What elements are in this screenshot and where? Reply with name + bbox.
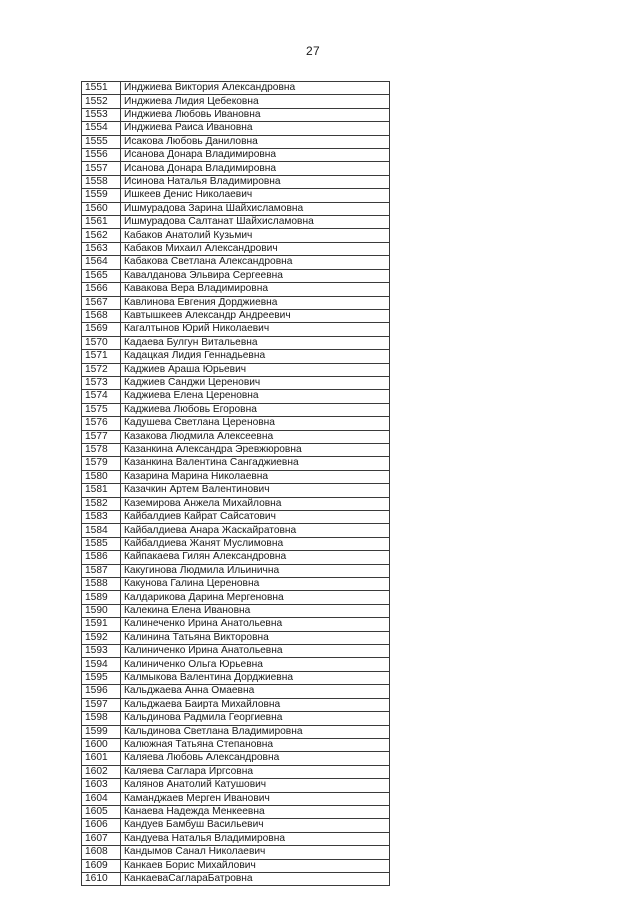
row-number-cell: 1573 — [82, 376, 121, 389]
row-number-cell: 1604 — [82, 792, 121, 805]
table-row — [82, 591, 390, 604]
person-name-cell: Какугинова Людмила Ильинична — [121, 564, 390, 577]
person-name-cell: Кальдинова Светлана Владимировна — [121, 725, 390, 738]
table-row — [82, 671, 390, 684]
person-name-cell: Инджиева Раиса Ивановна — [121, 122, 390, 135]
row-number-cell: 1563 — [82, 242, 121, 255]
table-row — [82, 175, 390, 188]
table-row — [82, 122, 390, 135]
person-name-cell: Исанова Донара Владимировна — [121, 149, 390, 162]
person-name-cell: Кайбалдиев Кайрат Сайсатович — [121, 511, 390, 524]
person-name-cell: Кайбалдиева Анара Жаскайратовна — [121, 524, 390, 537]
table-row — [82, 95, 390, 108]
row-number-cell: 1569 — [82, 323, 121, 336]
row-number-cell: 1594 — [82, 658, 121, 671]
row-number-cell: 1599 — [82, 725, 121, 738]
person-name-cell: Казакова Людмила Алексеевна — [121, 430, 390, 443]
person-name-cell: Калиниченко Ирина Анатольевна — [121, 645, 390, 658]
table-row — [82, 470, 390, 483]
row-number-cell: 1580 — [82, 470, 121, 483]
row-number-cell: 1551 — [82, 82, 121, 95]
table-row — [82, 162, 390, 175]
row-number-cell: 1568 — [82, 309, 121, 322]
person-name-cell: Калекина Елена Ивановна — [121, 604, 390, 617]
row-number-cell: 1590 — [82, 604, 121, 617]
table-row — [82, 631, 390, 644]
row-number-cell: 1603 — [82, 779, 121, 792]
person-name-cell: Казачкин Артем Валентинович — [121, 484, 390, 497]
row-number-cell: 1571 — [82, 350, 121, 363]
table-row — [82, 457, 390, 470]
table-row — [82, 872, 390, 885]
person-name-cell: Кавтышкеев Александр Андреевич — [121, 309, 390, 322]
row-number-cell: 1589 — [82, 591, 121, 604]
row-number-cell: 1597 — [82, 698, 121, 711]
table-row — [82, 685, 390, 698]
row-number-cell: 1572 — [82, 363, 121, 376]
table-row — [82, 846, 390, 859]
table-row — [82, 511, 390, 524]
table-row — [82, 698, 390, 711]
row-number-cell: 1587 — [82, 564, 121, 577]
table-row — [82, 765, 390, 778]
person-name-cell: Кальджаева Анна Омаевна — [121, 685, 390, 698]
row-number-cell: 1609 — [82, 859, 121, 872]
table-row — [82, 309, 390, 322]
table-row — [82, 578, 390, 591]
person-name-cell: Калмыкова Валентина Дорджиевна — [121, 671, 390, 684]
person-name-cell: Кагалтынов Юрий Николаевич — [121, 323, 390, 336]
table-row — [82, 712, 390, 725]
person-name-cell: Каземирова Анжела Михайловна — [121, 497, 390, 510]
row-number-cell: 1570 — [82, 336, 121, 349]
table-row — [82, 497, 390, 510]
person-name-cell: Калдарикова Дарина Мергеновна — [121, 591, 390, 604]
row-number-cell: 1596 — [82, 685, 121, 698]
table-row — [82, 645, 390, 658]
person-name-cell: Канкаев Борис Михайлович — [121, 859, 390, 872]
table-row — [82, 149, 390, 162]
table-row — [82, 135, 390, 148]
table-row — [82, 832, 390, 845]
page-number: 27 — [306, 44, 320, 58]
row-number-cell: 1554 — [82, 122, 121, 135]
table-row — [82, 390, 390, 403]
row-number-cell: 1574 — [82, 390, 121, 403]
table-row — [82, 229, 390, 242]
row-number-cell: 1556 — [82, 149, 121, 162]
person-name-cell: Каманджаев Мерген Иванович — [121, 792, 390, 805]
registry-table-body — [82, 82, 390, 886]
person-name-cell: Каджиева Любовь Егоровна — [121, 403, 390, 416]
table-row — [82, 859, 390, 872]
table-row — [82, 82, 390, 95]
person-name-cell: Кабаков Анатолий Кузьмич — [121, 229, 390, 242]
row-number-cell: 1601 — [82, 752, 121, 765]
row-number-cell: 1555 — [82, 135, 121, 148]
row-number-cell: 1605 — [82, 805, 121, 818]
table-row — [82, 216, 390, 229]
table-row — [82, 484, 390, 497]
person-name-cell: Кадацкая Лидия Геннадьевна — [121, 350, 390, 363]
table-row — [82, 537, 390, 550]
row-number-cell: 1567 — [82, 296, 121, 309]
row-number-cell: 1577 — [82, 430, 121, 443]
table-row — [82, 430, 390, 443]
table-row — [82, 443, 390, 456]
person-name-cell: Калинеченко Ирина Анатольевна — [121, 618, 390, 631]
row-number-cell: 1576 — [82, 417, 121, 430]
person-name-cell: Кадушева Светлана Цереновна — [121, 417, 390, 430]
table-row — [82, 202, 390, 215]
table-row — [82, 819, 390, 832]
row-number-cell: 1564 — [82, 256, 121, 269]
table-row — [82, 738, 390, 751]
person-name-cell: Кандуев Бамбуш Васильевич — [121, 819, 390, 832]
person-name-cell: Инджиева Лидия Цебековна — [121, 95, 390, 108]
person-name-cell: Казанкина Александра Эревжюровна — [121, 443, 390, 456]
person-name-cell: Кавлинова Евгения Дорджиевна — [121, 296, 390, 309]
person-name-cell: Калиниченко Ольга Юрьевна — [121, 658, 390, 671]
row-number-cell: 1559 — [82, 189, 121, 202]
person-name-cell: Кандымов Санал Николаевич — [121, 846, 390, 859]
row-number-cell: 1562 — [82, 229, 121, 242]
table-row — [82, 564, 390, 577]
row-number-cell: 1584 — [82, 524, 121, 537]
row-number-cell: 1566 — [82, 283, 121, 296]
registry-table — [81, 81, 390, 886]
table-row — [82, 363, 390, 376]
row-number-cell: 1583 — [82, 511, 121, 524]
person-name-cell: Калюжная Татьяна Степановна — [121, 738, 390, 751]
row-number-cell: 1553 — [82, 108, 121, 121]
table-row — [82, 417, 390, 430]
table-row — [82, 376, 390, 389]
table-row — [82, 296, 390, 309]
person-name-cell: Кабакова Светлана Александровна — [121, 256, 390, 269]
table-row — [82, 779, 390, 792]
table-row — [82, 604, 390, 617]
row-number-cell: 1579 — [82, 457, 121, 470]
person-name-cell: Инджиева Виктория Александровна — [121, 82, 390, 95]
table-row — [82, 283, 390, 296]
table-row — [82, 350, 390, 363]
row-number-cell: 1593 — [82, 645, 121, 658]
table-row — [82, 725, 390, 738]
row-number-cell: 1575 — [82, 403, 121, 416]
row-number-cell: 1552 — [82, 95, 121, 108]
person-name-cell: Исанова Донара Владимировна — [121, 162, 390, 175]
row-number-cell: 1581 — [82, 484, 121, 497]
row-number-cell: 1560 — [82, 202, 121, 215]
row-number-cell: 1610 — [82, 872, 121, 885]
table-row — [82, 242, 390, 255]
row-number-cell: 1561 — [82, 216, 121, 229]
row-number-cell: 1582 — [82, 497, 121, 510]
table-row — [82, 618, 390, 631]
table-row — [82, 658, 390, 671]
row-number-cell: 1607 — [82, 832, 121, 845]
person-name-cell: Инджиева Любовь Ивановна — [121, 108, 390, 121]
person-name-cell: Казанкина Валентина Сангаджиевна — [121, 457, 390, 470]
person-name-cell: Кадаева Булгун Витальевна — [121, 336, 390, 349]
person-name-cell: Каляева Саглара Иргсовна — [121, 765, 390, 778]
table-row — [82, 189, 390, 202]
person-name-cell: Кандуева Наталья Владимировна — [121, 832, 390, 845]
table-row — [82, 792, 390, 805]
person-name-cell: Каляева Любовь Александровна — [121, 752, 390, 765]
person-name-cell: Ишмурадова Салтанат Шайхисламовна — [121, 216, 390, 229]
person-name-cell: Исакова Любовь Даниловна — [121, 135, 390, 148]
person-name-cell: Калинина Татьяна Викторовна — [121, 631, 390, 644]
table-row — [82, 403, 390, 416]
person-name-cell: Кальдинова Радмила Георгиевна — [121, 712, 390, 725]
row-number-cell: 1585 — [82, 537, 121, 550]
row-number-cell: 1592 — [82, 631, 121, 644]
person-name-cell: Казарина Марина Николаевна — [121, 470, 390, 483]
person-name-cell: Кавалданова Эльвира Сергеевна — [121, 269, 390, 282]
row-number-cell: 1586 — [82, 551, 121, 564]
table-row — [82, 336, 390, 349]
table-row — [82, 108, 390, 121]
table-row — [82, 524, 390, 537]
person-name-cell: Ишкеев Денис Николаевич — [121, 189, 390, 202]
row-number-cell: 1591 — [82, 618, 121, 631]
person-name-cell: Канаева Надежда Менкеевна — [121, 805, 390, 818]
row-number-cell: 1578 — [82, 443, 121, 456]
person-name-cell: КанкаеваСаглараБатровна — [121, 872, 390, 885]
person-name-cell: Кайбалдиева Жанят Муслимовна — [121, 537, 390, 550]
person-name-cell: Исинова Наталья Владимировна — [121, 175, 390, 188]
person-name-cell: Калянов Анатолий Катушович — [121, 779, 390, 792]
table-row — [82, 551, 390, 564]
person-name-cell: Кальджаева Баирта Михайловна — [121, 698, 390, 711]
row-number-cell: 1557 — [82, 162, 121, 175]
row-number-cell: 1598 — [82, 712, 121, 725]
row-number-cell: 1558 — [82, 175, 121, 188]
person-name-cell: Каджиев Араша Юрьевич — [121, 363, 390, 376]
row-number-cell: 1600 — [82, 738, 121, 751]
person-name-cell: Каджиев Санджи Церенович — [121, 376, 390, 389]
table-row — [82, 269, 390, 282]
row-number-cell: 1608 — [82, 846, 121, 859]
person-name-cell: Ишмурадова Зарина Шайхисламовна — [121, 202, 390, 215]
person-name-cell: Кайпакаева Гилян Александровна — [121, 551, 390, 564]
row-number-cell: 1602 — [82, 765, 121, 778]
table-row — [82, 752, 390, 765]
row-number-cell: 1595 — [82, 671, 121, 684]
table-row — [82, 323, 390, 336]
person-name-cell: Какунова Галина Цереновна — [121, 578, 390, 591]
table-row — [82, 805, 390, 818]
row-number-cell: 1588 — [82, 578, 121, 591]
person-name-cell: Кавакова Вера Владимировна — [121, 283, 390, 296]
table-row — [82, 256, 390, 269]
row-number-cell: 1565 — [82, 269, 121, 282]
person-name-cell: Каджиева Елена Цереновна — [121, 390, 390, 403]
person-name-cell: Кабаков Михаил Александрович — [121, 242, 390, 255]
row-number-cell: 1606 — [82, 819, 121, 832]
